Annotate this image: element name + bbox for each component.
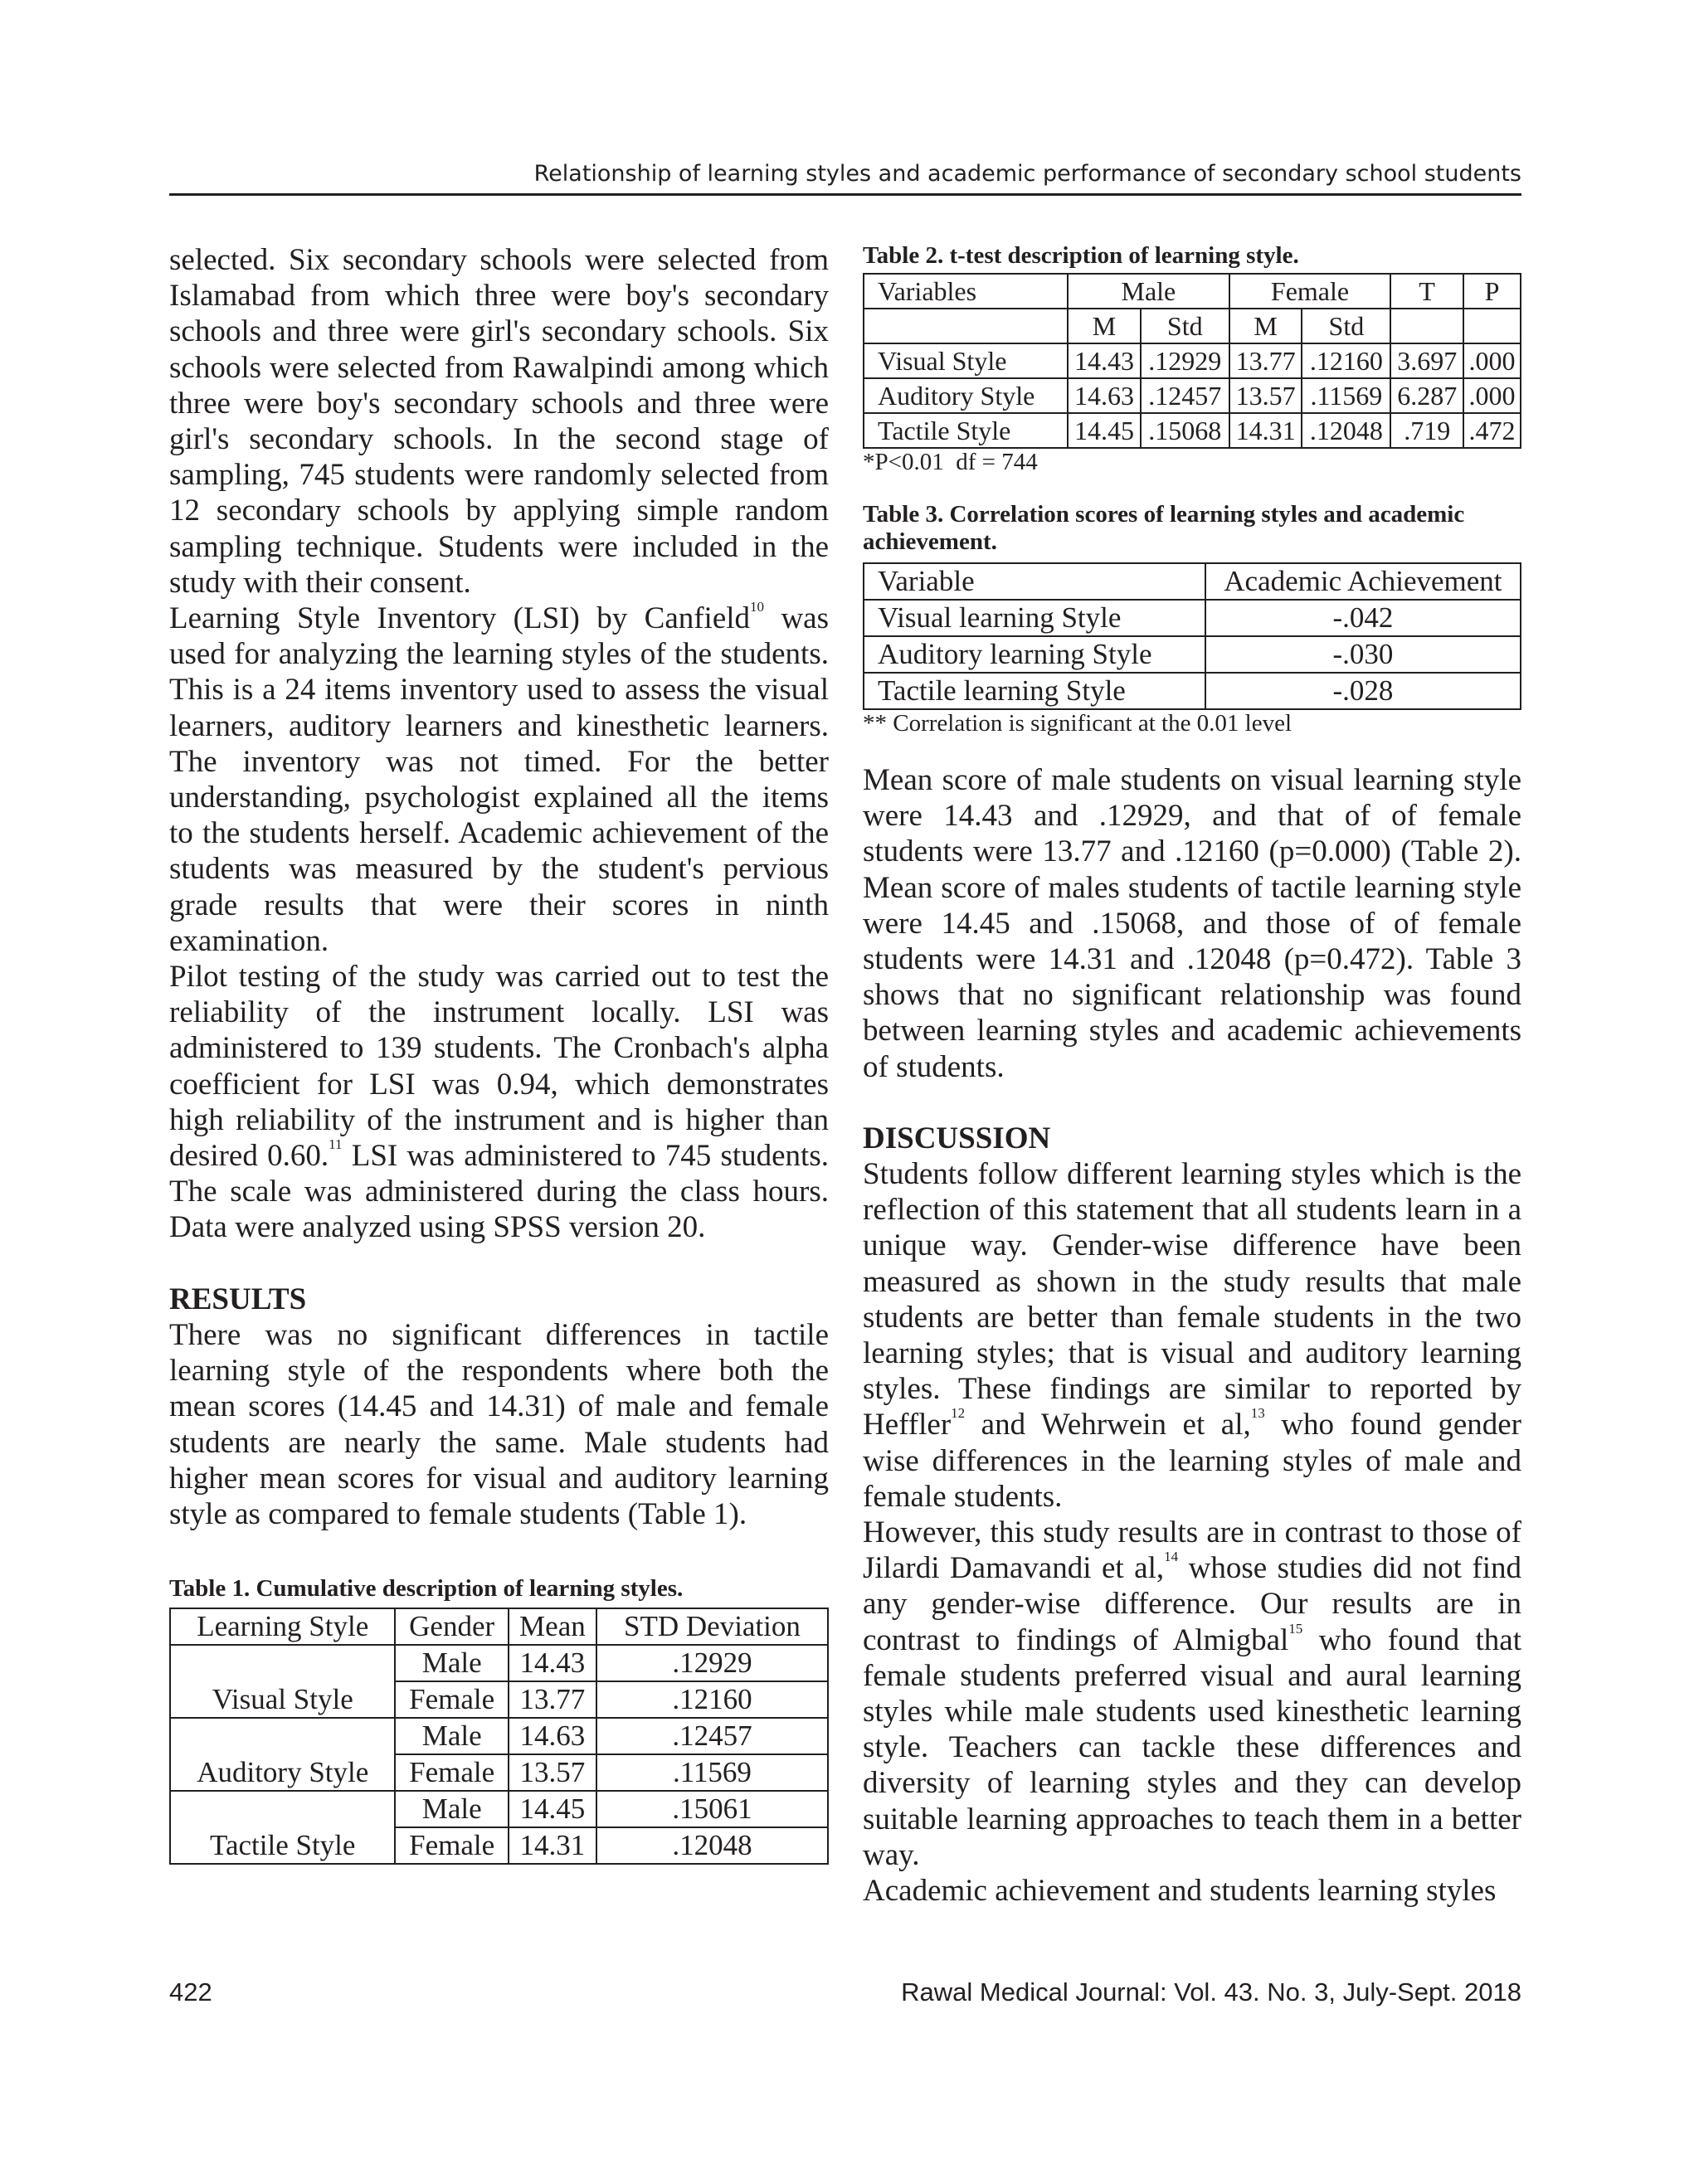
- table-header: Variable: [864, 563, 1205, 600]
- table-cell: Auditory learning Style: [864, 636, 1205, 673]
- table-cell: .11569: [1302, 378, 1390, 413]
- discussion-paragraph-2: However, this study results are in contrast to those of Jilardi Damavandi et al,$^{14}$ whose studies did not find any gender-wise difference. Our results are in contrast to findings of Almigbal$^{15}$ who found that female students preferred visual and aural learning styles while male students used kinesthetic learning style. Teachers can tackle these differences and diversity of learning styles and they can develop suitable learning approaches to teach them in a better way.: [863, 1515, 1521, 1872]
- table-subheader-row: [864, 309, 1521, 343]
- table-cell: Female: [395, 1681, 508, 1718]
- table-cell: Female: [395, 1754, 508, 1791]
- table-cell: -.042: [1205, 600, 1521, 636]
- table1: [169, 1608, 829, 1865]
- results-paragraph: There was no significant differences in tactile learning style of the respondents where both the mean scores (14.45 and 14.31) of male and female students are nearly the same. Male students had higher mean scores for visual and auditory learning style as compared to female students (Table 1).: [169, 1317, 829, 1531]
- table-row: [170, 1791, 828, 1827]
- table-header: P: [1463, 274, 1521, 309]
- table-cell: .12929: [596, 1645, 828, 1681]
- table-row: [864, 343, 1521, 378]
- citation-12: 12: [951, 1405, 966, 1422]
- table-cell: 14.31: [1229, 413, 1302, 448]
- left-column: [169, 242, 829, 1865]
- citation-15: 15: [1288, 1620, 1303, 1637]
- methods-paragraph-2: Learning Style Inventory (LSI) by Canfield$^{10}$ was used for analyzing the learning styles of the students. This is a 24 items inventory used to assess the visual learners, auditory learners and kinesthetic learners. The inventory was not timed. For the better understanding, psychologist explained all the items to the students herself. Academic achievement of the students was measured by the student's pervious grade results that were their scores in ninth examination.: [169, 599, 829, 958]
- methods-paragraph-1: selected. Six secondary schools were selected from Islamabad from which three were boy's secondary schools and three were girl's secondary schools. Six schools were selected from Rawalpindi among which three were boy's secondary schools and three were girl's secondary schools. In the second stage of sampling, 745 students were randomly selected from 12 secondary schools by applying simple random sampling technique. Students were included in the study with their consent.: [169, 243, 829, 600]
- table-header: Gender: [395, 1608, 508, 1645]
- discussion-heading: DISCUSSION: [863, 1121, 1051, 1155]
- table-cell: 13.57: [1229, 378, 1302, 413]
- table-row: [864, 600, 1521, 636]
- table-cell: Female: [395, 1827, 508, 1864]
- table-cell: Male: [395, 1791, 508, 1827]
- table3-note: ** Correlation is significant at the 0.01 level: [863, 710, 1293, 737]
- table-header: T: [1390, 274, 1463, 309]
- table-header: Learning Style: [170, 1608, 395, 1645]
- table-cell: 14.63: [1068, 378, 1141, 413]
- table-cell: Auditory Style: [864, 378, 1068, 413]
- table-cell: Visual Style: [170, 1645, 395, 1718]
- table-cell: .12048: [596, 1827, 828, 1864]
- table-cell: .15061: [596, 1791, 828, 1827]
- journal-citation: Rawal Medical Journal: Vol. 43. No. 3, July-Sept. 2018: [901, 1977, 1521, 2006]
- table-row: [864, 673, 1521, 709]
- table-header-row: [864, 274, 1521, 309]
- table-header: Mean: [509, 1608, 596, 1645]
- table-cell: 14.31: [509, 1827, 596, 1864]
- table-cell: Tactile Style: [170, 1791, 395, 1864]
- table-cell: -.028: [1205, 673, 1521, 709]
- table-cell: 6.287: [1390, 378, 1463, 413]
- table-header: M: [1229, 309, 1302, 343]
- table-cell: .12160: [596, 1681, 828, 1718]
- table-cell: .11569: [596, 1754, 828, 1791]
- table-cell: .12048: [1302, 413, 1390, 448]
- citation-13: 13: [1250, 1405, 1265, 1422]
- table-cell: Male: [395, 1718, 508, 1754]
- table-cell: Tactile learning Style: [864, 673, 1205, 709]
- table-cell: 3.697: [1390, 343, 1463, 378]
- table2-note: *P<0.01 df = 744: [863, 449, 1038, 475]
- table-cell: .12457: [596, 1718, 828, 1754]
- table-cell: .12160: [1302, 343, 1390, 378]
- table-header: Variables: [864, 274, 1068, 309]
- running-header: Relationship of learning styles and academic performance of secondary school students: [533, 161, 1521, 187]
- table-cell: .472: [1463, 413, 1521, 448]
- discussion-paragraph-1: Students follow different learning styles which is the reflection of this statement that all students learn in a unique way. Gender-wise difference have been measured as shown in the study results that male students are better than female students in the two learning styles; that is visual and auditory learning styles. These findings are similar to reported by Heffler$^{12}$ and Wehrwein et al,$^{13}$ who found gender wise differences in the learning styles of male and female students.: [863, 1157, 1521, 1514]
- table-cell: .12457: [1141, 378, 1229, 413]
- table-header: Male: [1068, 274, 1229, 309]
- table-header: Std: [1302, 309, 1390, 343]
- table-cell: .12929: [1141, 343, 1229, 378]
- table-cell: Tactile Style: [864, 413, 1068, 448]
- methods-paragraph-3: Pilot testing of the study was carried out to test the reliability of the instrument locally. LSI was administered to 139 students. The Cronbach's alpha coefficient for LSI was 0.94, which demonstrates high reliability of the instrument and is higher than desired 0.60.11 LSI was administered to 745 students. The scale was administered during the class hours. Data were analyzed using SPSS version 20.: [169, 960, 829, 1245]
- table-cell: 13.77: [509, 1681, 596, 1718]
- discussion-paragraph-3: Academic achievement and students learning styles: [863, 1874, 1497, 1909]
- table-row: [864, 413, 1521, 448]
- table-header-row: [864, 563, 1521, 600]
- table3-caption: Table 3. Correlation scores of learning styles and academic achievement.: [863, 501, 1465, 555]
- table-cell: Auditory Style: [170, 1718, 395, 1791]
- table-cell: Visual learning Style: [864, 600, 1205, 636]
- table-cell: .719: [1390, 413, 1463, 448]
- table-row: [170, 1645, 828, 1681]
- table-cell: 14.43: [509, 1645, 596, 1681]
- table-cell: 13.77: [1229, 343, 1302, 378]
- table-cell: [864, 309, 1068, 343]
- table-row: [864, 636, 1521, 673]
- table-cell: Visual Style: [864, 343, 1068, 378]
- header-rule: [169, 193, 1521, 196]
- table-cell: .000: [1463, 378, 1521, 413]
- table-header: M: [1068, 309, 1141, 343]
- results-paragraph-2: Mean score of male students on visual learning style were 14.43 and .12929, and that of of female students were 13.77 and .12160 (p=0.000) (Table 2). Mean score of males students of tactile learning style were 14.45 and .15068, and those of of female students were 14.31 and .12048 (p=0.472). Table 3 shows that no significant relationship was found between learning styles and academic achievements of students.: [863, 763, 1521, 1084]
- table-cell: 14.63: [509, 1718, 596, 1754]
- table2: [863, 273, 1521, 449]
- table-cell: -.030: [1205, 636, 1521, 673]
- table-cell: 14.43: [1068, 343, 1141, 378]
- page-number: 422: [169, 1977, 212, 2006]
- table-row: [170, 1718, 828, 1754]
- table-cell: 13.57: [509, 1754, 596, 1791]
- table-row: [864, 378, 1521, 413]
- table1-caption: Table 1. Cumulative description of learning styles.: [169, 1575, 684, 1603]
- table-cell: .000: [1463, 343, 1521, 378]
- table-header: Academic Achievement: [1205, 563, 1521, 600]
- table3: [863, 562, 1521, 710]
- citation-14: 14: [1164, 1549, 1179, 1565]
- table-cell: Male: [395, 1645, 508, 1681]
- citation-11: 11: [329, 1136, 343, 1153]
- table-header-row: [170, 1608, 828, 1645]
- table-header: STD Deviation: [596, 1608, 828, 1645]
- right-column: [863, 242, 1521, 1909]
- table-header: Female: [1229, 274, 1391, 309]
- results-heading: RESULTS: [169, 1282, 307, 1316]
- table-cell: 14.45: [509, 1791, 596, 1827]
- table-cell: 14.45: [1068, 413, 1141, 448]
- table-header: Std: [1141, 309, 1229, 343]
- table2-caption: Table 2. t-test description of learning style.: [863, 242, 1299, 269]
- table-cell: [1463, 309, 1521, 343]
- table-cell: [1390, 309, 1463, 343]
- citation-10: 10: [750, 599, 765, 615]
- table-cell: .15068: [1141, 413, 1229, 448]
